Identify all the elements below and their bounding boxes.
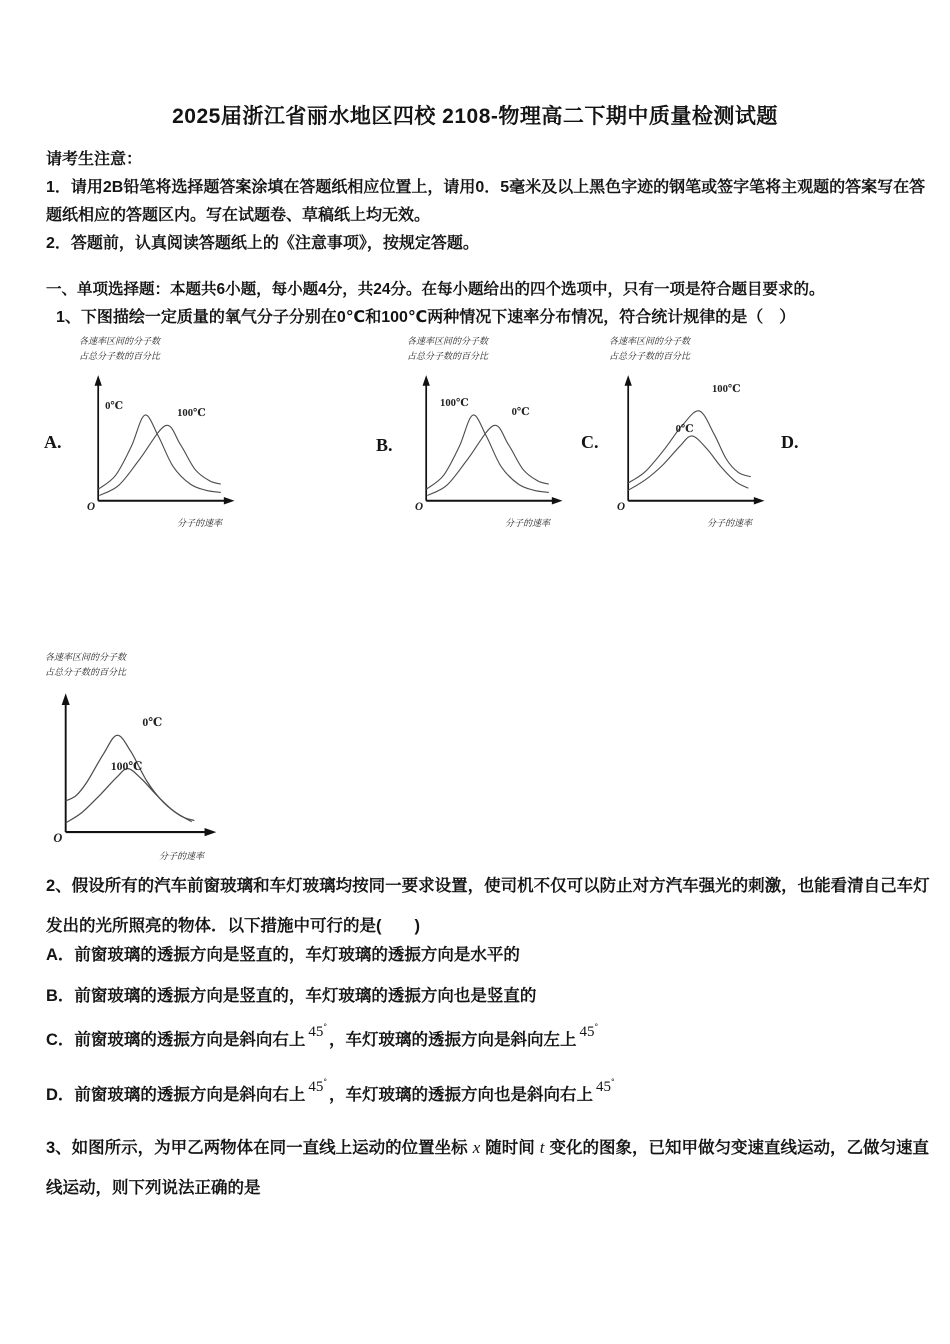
svg-text:O: O: [415, 500, 424, 513]
question-1-stem: [56, 304, 941, 327]
question-3-stem: 3、如图所示，为甲乙两物体在同一直线上运动的位置坐标 x 随时间 t 变化的图象，已知甲做匀变速直线运动，乙做匀速直线运动，则下列说法正确的是: [46, 1138, 929, 1197]
graph-a-ylabel: 各速率区间的分子数 占总分子数的百分比: [79, 336, 161, 361]
svg-text:0℃: 0℃: [675, 423, 694, 435]
notice-item-2: 2．答题前，认真阅读答题纸上的《注意事项》，按规定答题。: [46, 235, 479, 252]
graph-b-xlabel: 分子的速率: [504, 518, 550, 528]
q1-option-letter-a: A.: [44, 432, 62, 452]
section-heading: 一、单项选择题：本题共6小题，每小题4分，共24分。在每小题给出的四个选项中，只有一项是符合题目要求的。: [46, 281, 825, 298]
graph-d-plot: [50, 692, 218, 849]
q2-option-c: C．前窗玻璃的透振方向是斜向右上 45°，车灯玻璃的透振方向是斜向左上 45°: [46, 1022, 599, 1049]
q1-text-pre: 1、下图描绘一定质量的氧气分子分别在: [56, 309, 337, 326]
graph-b-plot: [412, 374, 564, 516]
svg-text:O: O: [53, 831, 63, 846]
degree-mark: °: [323, 1077, 328, 1087]
svg-text:0℃: 0℃: [105, 400, 124, 412]
svg-text:0℃: 0℃: [511, 407, 530, 419]
svg-text:O: O: [87, 500, 96, 513]
option-label: C．: [46, 1031, 75, 1049]
notice-block: [46, 146, 926, 258]
q1-text-post: 两种情况下速率分布情况，符合统计规律的是（ ）: [427, 309, 796, 326]
q1-option-letter-d: D.: [781, 432, 799, 452]
angle-45-superscript: 45: [579, 1024, 595, 1040]
graph-c-ylabel: 各速率区间的分子数 占总分子数的百分比: [609, 336, 691, 361]
q1-option-letter-b: B.: [376, 435, 393, 455]
q1-option-letter-c: C.: [581, 432, 599, 452]
page-title: 2025届浙江省丽水地区四校 2108-物理高二下期中质量检测试题: [172, 105, 778, 128]
angle-45-superscript: 45: [596, 1079, 612, 1095]
notice-item-1: 1．请用2B铅笔将选择题答案涂填在答题纸相应位置上，请用0．5毫米及以上黑色字迹的钢笔或签字笔将主观题的答案写在答题纸相应的答题区内。写在试题卷、草稿纸上均无效。: [46, 179, 926, 224]
graph-c-plot: [614, 374, 766, 516]
graph-a-plot: [84, 374, 236, 516]
graph-c-xlabel: 分子的速率: [706, 518, 752, 528]
distribution-graph-option-b: [404, 334, 564, 529]
option-label: A．: [46, 946, 75, 964]
q1-temp-100c: 100℃: [381, 309, 428, 326]
q1-temp-0c: 0℃: [336, 309, 366, 326]
option-label: D．: [46, 1086, 75, 1104]
svg-text:100℃: 100℃: [440, 397, 469, 409]
q2-option-d: D．前窗玻璃的透振方向是斜向右上 45°，车灯玻璃的透振方向也是斜向右上 45°: [46, 1077, 615, 1104]
graph-a-xlabel: 分子的速率: [176, 518, 222, 528]
svg-text:100℃: 100℃: [711, 384, 741, 396]
graph-d-xlabel: 分子的速率: [158, 851, 204, 861]
degree-mark: °: [611, 1077, 615, 1087]
degree-mark: °: [594, 1022, 599, 1032]
notice-heading: 请考生注意：: [46, 151, 143, 168]
svg-text:O: O: [617, 500, 626, 513]
degree-mark: °: [323, 1022, 328, 1032]
angle-45-superscript: 45: [308, 1024, 324, 1040]
question-2-stem: 2、假设所有的汽车前窗玻璃和车灯玻璃均按同一要求设置，使司机不仅可以防止对方汽车强光的刺激，也能看清自己车灯发出的光所照亮的物体．以下措施中可行的是( ): [46, 877, 930, 935]
distribution-graph-option-a: [76, 334, 236, 529]
q2-option-a: A．前窗玻璃的透振方向是竖直的，车灯玻璃的透振方向是水平的: [46, 946, 520, 964]
svg-text:100℃: 100℃: [177, 408, 206, 420]
variable-x: x: [472, 1138, 481, 1157]
svg-text:0℃: 0℃: [142, 715, 163, 729]
angle-45-superscript: 45: [308, 1079, 324, 1095]
graph-b-ylabel: 各速率区间的分子数 占总分子数的百分比: [407, 336, 489, 361]
variable-t: t: [539, 1138, 545, 1157]
q1-text-mid: 和: [365, 309, 382, 326]
distribution-graph-option-d: [42, 650, 218, 862]
svg-text:100℃: 100℃: [110, 759, 143, 773]
option-label: B．: [46, 987, 75, 1005]
graph-d-ylabel: 各速率区间的分子数 占总分子数的百分比: [45, 652, 127, 677]
distribution-graph-option-c: [606, 334, 766, 529]
q2-option-b: B．前窗玻璃的透振方向是竖直的，车灯玻璃的透振方向也是竖直的: [46, 987, 537, 1005]
